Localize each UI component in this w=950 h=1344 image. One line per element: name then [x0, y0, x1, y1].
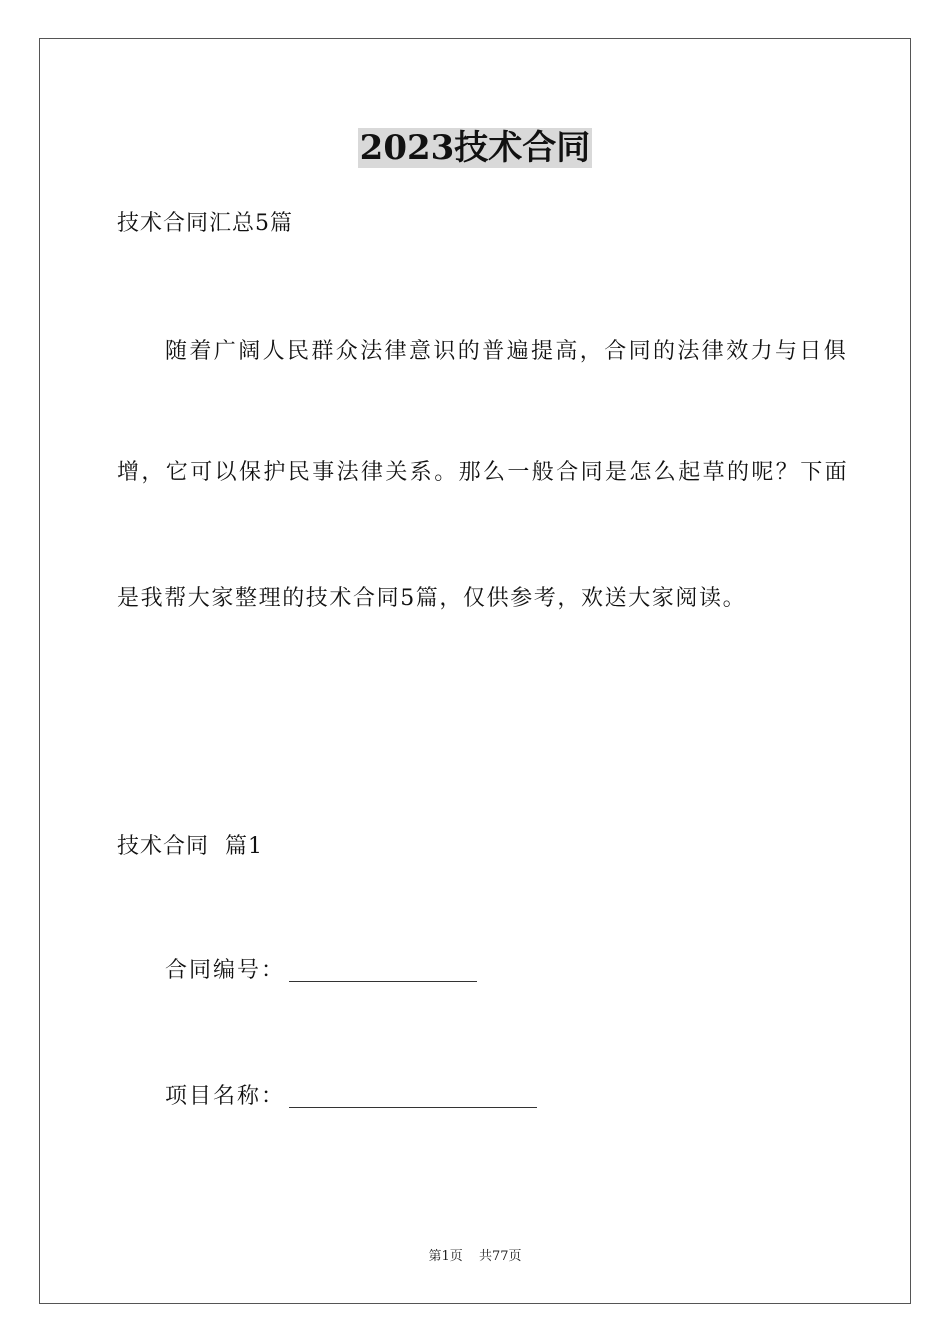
- contract-number-field: [165, 956, 477, 986]
- contract-number-label: 合同编号：: [165, 958, 286, 983]
- contract-number-blank: [289, 959, 477, 982]
- project-name-blank: [289, 1085, 537, 1108]
- title-container: [0, 128, 950, 168]
- page-footer: [0, 1248, 950, 1266]
- document-title: 2023技术合同: [359, 128, 591, 168]
- document-subtitle: 技术合同汇总5篇: [117, 211, 293, 236]
- section-heading: 技术合同 篇1: [117, 834, 263, 859]
- project-name-field: [165, 1082, 537, 1112]
- page-number-total: 共77页: [478, 1249, 522, 1264]
- project-name-label: 项目名称：: [165, 1084, 286, 1109]
- intro-paragraph-line-1: 随着广阔人民群众法律意识的普遍提高，合同的法律效力与日俱: [165, 339, 849, 364]
- intro-paragraph-line-3: 是我帮大家整理的技术合同5篇，仅供参考，欢送大家阅读。: [117, 586, 747, 611]
- page-number-current: 第1页: [428, 1249, 463, 1264]
- intro-paragraph-line-2: 增，它可以保护民事法律关系。那么一般合同是怎么起草的呢？下面: [117, 460, 850, 485]
